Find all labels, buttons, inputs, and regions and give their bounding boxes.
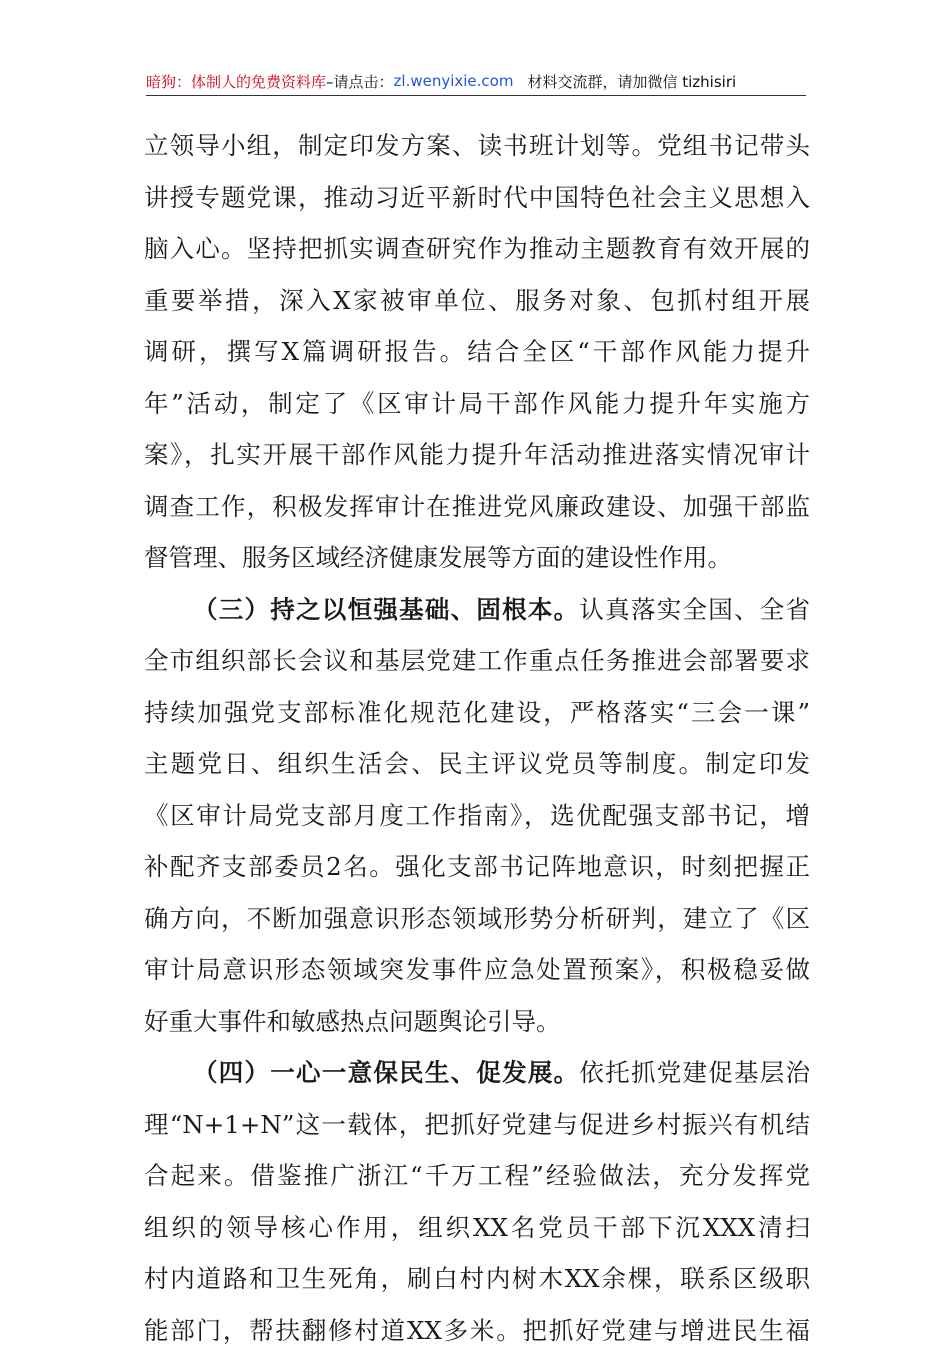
paragraph-line: 年”活动，制定了《区审计局干部作风能力提升年实施方	[144, 378, 810, 430]
section-3-first-line-text: 认真落实全国、全省	[579, 595, 810, 624]
paragraph-line: 持续加强党支部标准化规范化建设，严格落实“三会一课”	[144, 687, 810, 739]
paragraph-line: 合起来。借鉴推广浙江“千万工程”经验做法，充分发挥党	[144, 1150, 810, 1202]
header-url-link[interactable]: zl.wenyixie.com	[394, 72, 514, 90]
document-body	[144, 120, 810, 1356]
header-group-text: 材料交流群，请加微信 tizhisiri	[527, 71, 736, 92]
paragraph-line: 全市组织部长会议和基层党建工作重点任务推进会部署要求	[144, 635, 810, 687]
paragraph-line: 审计局意识形态领域突发事件应急处置预案》，积极稳妥做	[144, 944, 810, 996]
paragraph-line: 《区审计局党支部月度工作指南》，选优配强支部书记，增	[144, 790, 810, 842]
paragraph-line: 案》，扎实开展干部作风能力提升年活动推进落实情况审计	[144, 429, 810, 481]
paragraph-line: 调查工作，积极发挥审计在推进党风廉政建设、加强干部监	[144, 481, 810, 533]
paragraph-line: 组织的领导核心作用，组织XX名党员干部下沉XXX清扫	[144, 1202, 810, 1254]
paragraph-line: 调研，撰写X篇调研报告。结合全区“干部作风能力提升	[144, 326, 810, 378]
section-4-heading: （四）一心一意保民生、促发展。	[193, 1058, 579, 1087]
paragraph-line: 督管理、服务区域经济健康发展等方面的建设性作用。	[144, 532, 810, 584]
paragraph-line: 确方向，不断加强意识形态领域形势分析研判，建立了《区	[144, 893, 810, 945]
paragraph-line: 重要举措，深入X家被审单位、服务对象、包抓村组开展	[144, 275, 810, 327]
section-4-first-line	[144, 1047, 810, 1099]
paragraph-line: 理“N+1+N”这一载体，把抓好党建与促进乡村振兴有机结	[144, 1099, 810, 1151]
paragraph-line: 能部门，帮扶翻修村道XX多米。把抓好党建与增进民生福	[144, 1305, 810, 1356]
page-header	[146, 68, 806, 94]
paragraph-line: 补配齐支部委员2名。强化支部书记阵地意识，时刻把握正	[144, 841, 810, 893]
paragraph-line: 村内道路和卫生死角，刷白村内树木XX余棵，联系区级职	[144, 1253, 810, 1305]
section-4-first-line-text: 依托抓党建促基层治	[579, 1058, 810, 1087]
header-divider	[146, 95, 806, 96]
paragraph-line: 立领导小组，制定印发方案、读书班计划等。党组书记带头	[144, 120, 810, 172]
paragraph-line: 主题党日、组织生活会、民主评议党员等制度。制定印发	[144, 738, 810, 790]
paragraph-line: 脑入心。坚持把抓实调查研究作为推动主题教育有效开展的	[144, 223, 810, 275]
section-3-first-line	[144, 584, 810, 636]
header-click-prompt: –请点击：	[326, 71, 394, 92]
header-brand: 暗狗：体制人的免费资料库	[146, 71, 326, 92]
section-3-heading: （三）持之以恒强基础、固根本。	[193, 595, 579, 624]
paragraph-line: 讲授专题党课，推动习近平新时代中国特色社会主义思想入	[144, 172, 810, 224]
paragraph-line: 好重大事件和敏感热点问题舆论引导。	[144, 996, 810, 1048]
